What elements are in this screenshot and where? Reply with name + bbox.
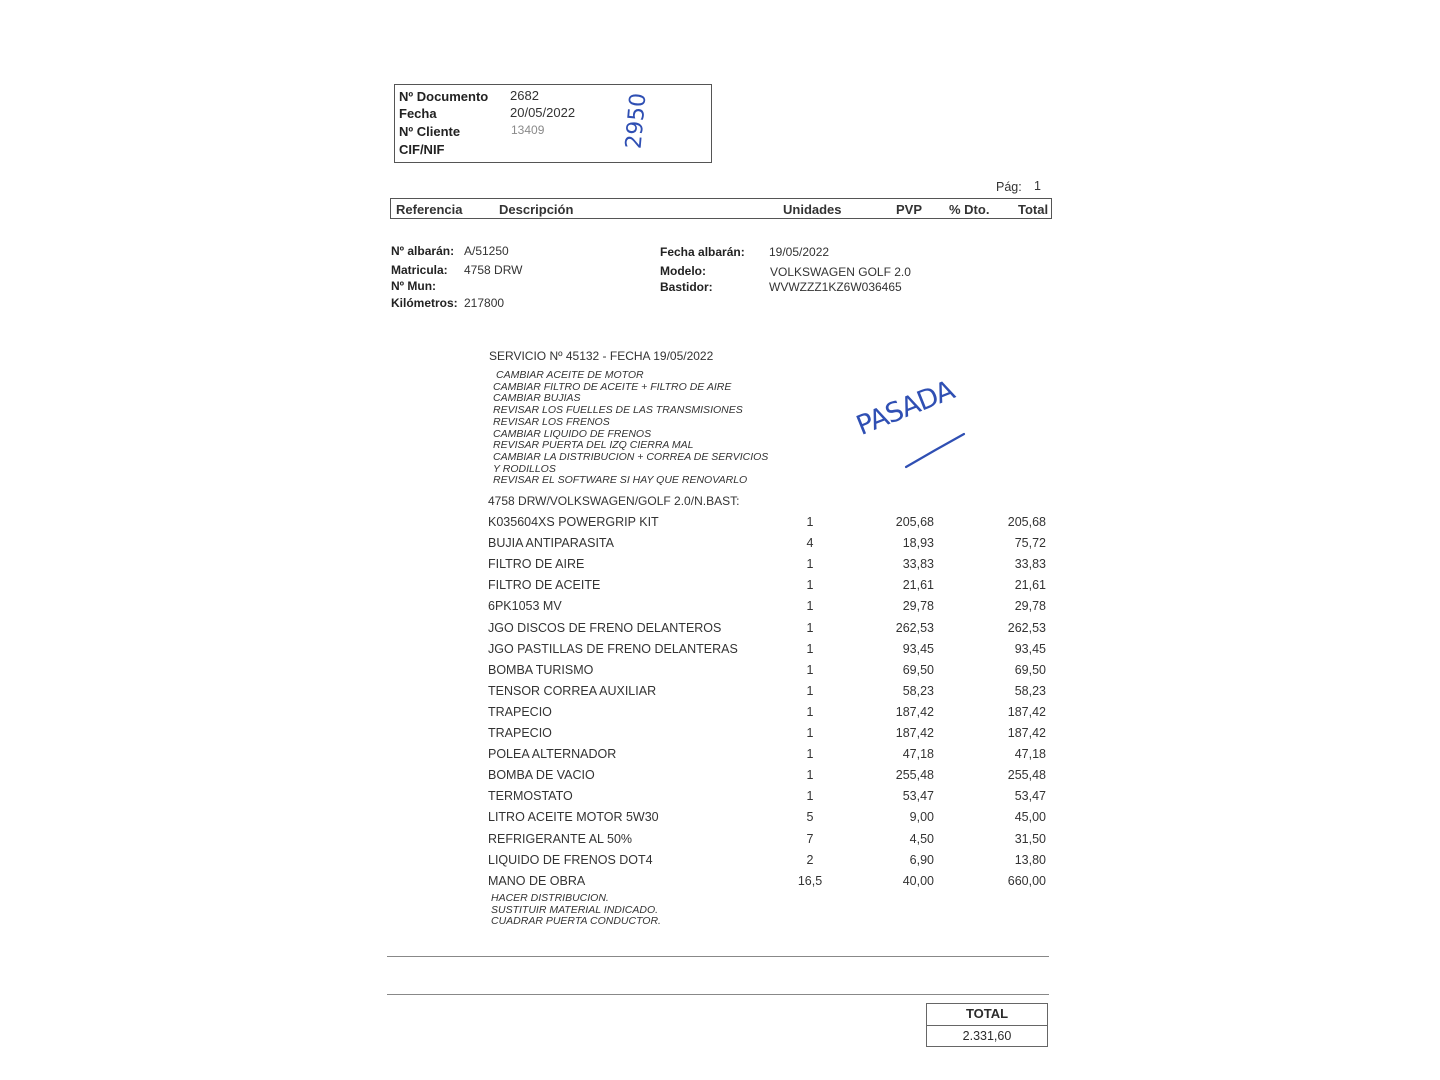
modelo-label: Modelo: bbox=[660, 264, 706, 278]
fecha-label: Fecha bbox=[399, 106, 437, 121]
header-pvp: PVP bbox=[896, 202, 923, 217]
service-task: CAMBIAR BUJIAS bbox=[493, 392, 581, 405]
item-units: 1 bbox=[806, 642, 814, 656]
table-row bbox=[0, 705, 1440, 726]
item-pvp: 18,93 bbox=[902, 536, 934, 550]
item-pvp: 187,42 bbox=[895, 726, 934, 740]
mun-label: Nº Mun: bbox=[391, 279, 437, 293]
item-description: LIQUIDO DE FRENOS DOT4 bbox=[488, 853, 653, 867]
matricula-label: Matricula: bbox=[391, 263, 448, 277]
item-pvp: 187,42 bbox=[895, 705, 934, 719]
header-total: Total bbox=[1018, 202, 1049, 217]
item-units: 1 bbox=[806, 515, 814, 529]
item-units: 1 bbox=[806, 726, 814, 740]
item-units: 1 bbox=[806, 789, 814, 803]
labor-note: SUSTITUIR MATERIAL INDICADO. bbox=[491, 903, 659, 916]
table-row bbox=[0, 789, 1440, 810]
item-units: 1 bbox=[806, 599, 814, 613]
table-row bbox=[0, 599, 1440, 620]
item-pvp: 9,00 bbox=[909, 810, 934, 824]
item-description: LITRO ACEITE MOTOR 5W30 bbox=[488, 810, 659, 824]
item-description: FILTRO DE AIRE bbox=[488, 557, 585, 571]
item-total: 13,80 bbox=[1014, 853, 1046, 867]
item-pvp: 255,48 bbox=[895, 768, 934, 782]
total-label: TOTAL bbox=[927, 1004, 1047, 1026]
total-box bbox=[926, 1003, 1048, 1047]
item-description: TERMOSTATO bbox=[488, 789, 573, 803]
item-pvp: 6,90 bbox=[909, 853, 934, 867]
table-row bbox=[0, 557, 1440, 578]
item-pvp: 205,68 bbox=[895, 515, 934, 529]
table-row bbox=[0, 768, 1440, 789]
item-total: 21,61 bbox=[1014, 578, 1046, 592]
item-total: 255,48 bbox=[1007, 768, 1046, 782]
item-pvp: 21,61 bbox=[902, 578, 934, 592]
fecha-albaran-value: 19/05/2022 bbox=[769, 245, 830, 259]
item-units: 7 bbox=[806, 832, 814, 846]
table-row bbox=[0, 663, 1440, 684]
service-task: CAMBIAR LA DISTRIBUCION + CORREA DE SERVICIOS bbox=[493, 450, 769, 463]
table-header bbox=[390, 198, 1052, 219]
km-label: Kilómetros: bbox=[391, 296, 458, 310]
documento-label: Nº Documento bbox=[399, 89, 489, 104]
item-units: 1 bbox=[806, 768, 814, 782]
bastidor-label: Bastidor: bbox=[660, 280, 713, 294]
item-pvp: 33,83 bbox=[902, 557, 934, 571]
item-total: 69,50 bbox=[1014, 663, 1046, 677]
item-description: BOMBA TURISMO bbox=[488, 663, 594, 677]
table-row bbox=[0, 853, 1440, 874]
item-total: 93,45 bbox=[1014, 642, 1046, 656]
item-pvp: 69,50 bbox=[902, 663, 934, 677]
service-task: CAMBIAR LIQUIDO DE FRENOS bbox=[493, 427, 652, 440]
service-title: SERVICIO Nº 45132 - FECHA 19/05/2022 bbox=[489, 349, 714, 363]
header-descripcion: Descripción bbox=[499, 202, 574, 217]
cliente-value: 13409 bbox=[511, 123, 545, 137]
item-description: MANO DE OBRA bbox=[488, 874, 586, 888]
item-description: POLEA ALTERNADOR bbox=[488, 747, 617, 761]
item-total: 53,47 bbox=[1014, 789, 1046, 803]
item-description: 6PK1053 MV bbox=[488, 599, 562, 613]
item-description: FILTRO DE ACEITE bbox=[488, 578, 601, 592]
vehicle-line: 4758 DRW/VOLKSWAGEN/GOLF 2.0/N.BAST: bbox=[488, 494, 740, 508]
service-task: CAMBIAR FILTRO DE ACEITE + FILTRO DE AIRE bbox=[493, 380, 732, 393]
item-description: REFRIGERANTE AL 50% bbox=[488, 832, 633, 846]
item-pvp: 29,78 bbox=[902, 599, 934, 613]
item-description: TENSOR CORREA AUXILIAR bbox=[488, 684, 657, 698]
documento-value: 2682 bbox=[510, 88, 539, 103]
table-row bbox=[0, 832, 1440, 853]
labor-note: CUADRAR PUERTA CONDUCTOR. bbox=[491, 915, 661, 928]
cif-label: CIF/NIF bbox=[399, 142, 445, 157]
table-row bbox=[0, 874, 1440, 895]
service-task: REVISAR EL SOFTWARE SI HAY QUE RENOVARLO bbox=[493, 474, 748, 487]
table-row bbox=[0, 621, 1440, 642]
item-total: 75,72 bbox=[1014, 536, 1046, 550]
item-total: 660,00 bbox=[1007, 874, 1046, 888]
page-label: Pág: bbox=[996, 180, 1022, 194]
cliente-label: Nº Cliente bbox=[399, 124, 461, 139]
item-description: JGO PASTILLAS DE FRENO DELANTERAS bbox=[488, 642, 738, 656]
service-task: CAMBIAR ACEITE DE MOTOR bbox=[496, 369, 644, 381]
item-pvp: 53,47 bbox=[902, 789, 934, 803]
table-row bbox=[0, 747, 1440, 768]
header-referencia: Referencia bbox=[396, 202, 463, 217]
table-row bbox=[0, 726, 1440, 747]
service-task: Y RODILLOS bbox=[493, 462, 556, 475]
modelo-value: VOLKSWAGEN GOLF 2.0 bbox=[770, 265, 911, 279]
bastidor-value: WVWZZZ1KZ6W036465 bbox=[769, 280, 902, 294]
table-row bbox=[0, 536, 1440, 557]
service-task: REVISAR PUERTA DEL IZQ CIERRA MAL bbox=[493, 439, 694, 452]
handwritten-number: 2950 bbox=[621, 91, 652, 150]
item-pvp: 40,00 bbox=[902, 874, 934, 888]
item-total: 31,50 bbox=[1014, 832, 1046, 846]
matricula-value: 4758 DRW bbox=[464, 263, 523, 277]
item-total: 29,78 bbox=[1014, 599, 1046, 613]
item-total: 187,42 bbox=[1007, 726, 1046, 740]
table-row bbox=[0, 515, 1440, 536]
item-description: TRAPECIO bbox=[488, 705, 552, 719]
albaran-value: A/51250 bbox=[464, 244, 509, 258]
item-pvp: 93,45 bbox=[902, 642, 934, 656]
item-description: TRAPECIO bbox=[488, 726, 552, 740]
item-pvp: 47,18 bbox=[902, 747, 934, 761]
item-total: 33,83 bbox=[1014, 557, 1046, 571]
item-units: 1 bbox=[806, 663, 814, 677]
item-units: 4 bbox=[806, 536, 814, 550]
divider bbox=[387, 994, 1049, 995]
item-total: 58,23 bbox=[1014, 684, 1046, 698]
item-description: BOMBA DE VACIO bbox=[488, 768, 595, 782]
item-units: 16,5 bbox=[797, 874, 823, 888]
item-pvp: 262,53 bbox=[895, 621, 934, 635]
table-row bbox=[0, 684, 1440, 705]
item-units: 1 bbox=[806, 578, 814, 592]
service-task-list bbox=[493, 370, 768, 487]
item-total: 45,00 bbox=[1014, 810, 1046, 824]
item-units: 1 bbox=[806, 684, 814, 698]
item-total: 187,42 bbox=[1007, 705, 1046, 719]
item-pvp: 4,50 bbox=[909, 832, 934, 846]
labor-note: HACER DISTRIBUCION. bbox=[491, 892, 609, 904]
table-row bbox=[0, 642, 1440, 663]
stamp-underline bbox=[900, 428, 970, 472]
item-units: 1 bbox=[806, 747, 814, 761]
divider bbox=[387, 956, 1049, 957]
item-total: 262,53 bbox=[1007, 621, 1046, 635]
item-units: 5 bbox=[806, 810, 814, 824]
item-description: K035604XS POWERGRIP KIT bbox=[488, 515, 659, 529]
item-description: JGO DISCOS DE FRENO DELANTEROS bbox=[488, 621, 722, 635]
table-row bbox=[0, 578, 1440, 599]
handwritten-stamp: PASADA bbox=[852, 374, 959, 442]
item-units: 2 bbox=[806, 853, 814, 867]
item-total: 47,18 bbox=[1014, 747, 1046, 761]
item-total: 205,68 bbox=[1007, 515, 1046, 529]
labor-notes bbox=[491, 893, 661, 928]
header-unidades: Unidades bbox=[783, 202, 842, 217]
item-description: BUJIA ANTIPARASITA bbox=[488, 536, 614, 550]
service-task: REVISAR LOS FRENOS bbox=[493, 415, 610, 428]
albaran-label: Nº albarán: bbox=[391, 244, 455, 258]
page-number: 1 bbox=[1034, 179, 1041, 193]
table-row bbox=[0, 810, 1440, 831]
item-pvp: 58,23 bbox=[902, 684, 934, 698]
header-dto: % Dto. bbox=[949, 202, 990, 217]
item-units: 1 bbox=[806, 705, 814, 719]
item-units: 1 bbox=[806, 621, 814, 635]
km-value: 217800 bbox=[464, 296, 505, 310]
total-value: 2.331,60 bbox=[962, 1029, 1012, 1043]
fecha-albaran-label: Fecha albarán: bbox=[660, 245, 745, 259]
service-task: REVISAR LOS FUELLES DE LAS TRANSMISIONES bbox=[493, 404, 743, 417]
fecha-value: 20/05/2022 bbox=[510, 105, 576, 120]
item-units: 1 bbox=[806, 557, 814, 571]
